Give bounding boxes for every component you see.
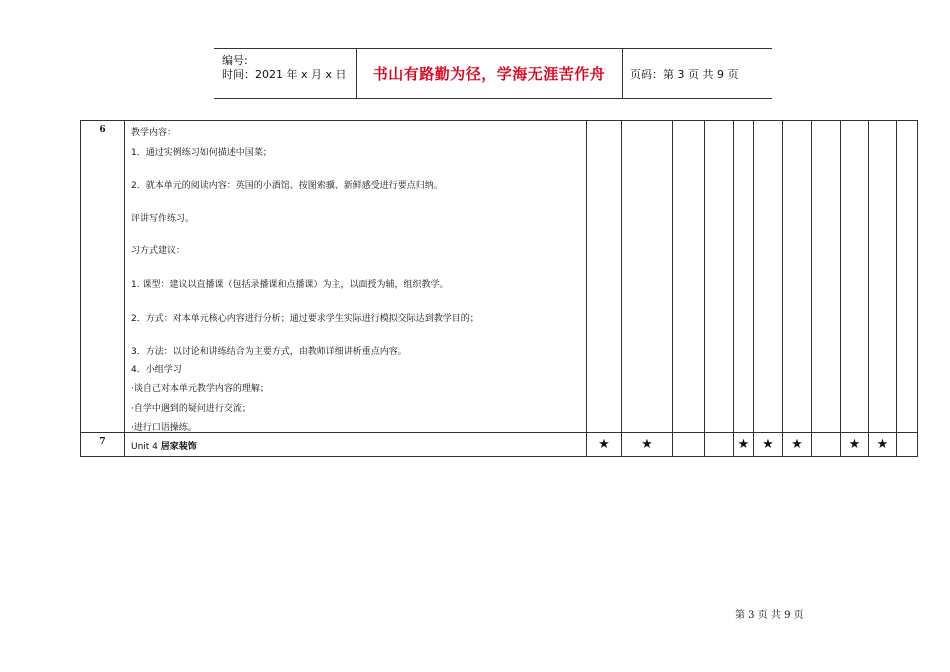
number-label: 编号: — [222, 54, 248, 67]
page-footer: 第 3 页 共 9 页 — [735, 610, 804, 621]
mark-cell — [869, 121, 897, 433]
star-mark: ★ — [754, 433, 783, 457]
table-row — [81, 433, 918, 457]
content-cell — [125, 433, 587, 457]
content-line: ·谈自己对本单元教学内容的理解； — [131, 384, 269, 394]
mark-cell — [897, 121, 918, 433]
mark-cell — [754, 121, 783, 433]
content-line: 2．就本单元的阅读内容：英国的小酒馆、按图索骥、新鲜感受进行要点归纳。 — [131, 181, 443, 191]
header-page-cell — [623, 49, 772, 98]
mark-cell — [587, 121, 622, 433]
header-meta-cell — [214, 49, 357, 98]
row-number: 7 — [81, 433, 125, 457]
content-line: 2．方式：对本单元核心内容进行分析；通过要求学生实际进行模拟交际达到教学目的； — [131, 314, 479, 324]
content-line: 习方式建议： — [131, 246, 186, 256]
time-label: 时间：2021 年 x 月 x 日 — [222, 68, 347, 81]
unit-name: 居家装饰 — [160, 442, 197, 452]
mark-cell — [897, 433, 918, 457]
star-mark: ★ — [622, 433, 673, 457]
page-info: 页码：第 3 页 共 9 页 — [630, 67, 739, 81]
content-line: 4．小组学习 — [131, 365, 182, 375]
content-line: 教学内容： — [131, 128, 177, 138]
row-number: 6 — [81, 121, 125, 433]
unit-prefix: Unit 4 — [131, 442, 158, 452]
star-mark: ★ — [783, 433, 812, 457]
motto-text: 书山有路勤为径，学海无涯苦作舟 — [372, 65, 606, 83]
mark-cell — [734, 121, 754, 433]
mark-cell — [841, 121, 869, 433]
content-cell — [125, 121, 587, 433]
mark-cell — [622, 121, 673, 433]
page-header — [214, 48, 772, 99]
star-mark: ★ — [841, 433, 869, 457]
unit-title — [125, 433, 586, 452]
header-motto-cell — [356, 49, 623, 98]
mark-cell — [705, 121, 734, 433]
star-mark: ★ — [869, 433, 897, 457]
content-line: ·进行口语操练。 — [131, 423, 197, 433]
syllabus-table — [80, 120, 918, 457]
content-line: 评讲写作练习。 — [131, 214, 195, 224]
content-line: 3．方法：以讨论和讲练结合为主要方式，由教师详细讲析重点内容。 — [131, 347, 407, 357]
content-line: 1. 课型：建议以直播课（包括录播课和点播课）为主，以面授为辅，组织教学。 — [131, 280, 449, 290]
content-line: 1．通过实例练习如何描述中国菜； — [131, 148, 272, 158]
mark-cell — [673, 433, 705, 457]
table-row — [81, 121, 918, 433]
star-mark: ★ — [587, 433, 622, 457]
content-line: ·自学中遇到的疑问进行交流； — [131, 404, 251, 414]
mark-cell — [812, 121, 841, 433]
mark-cell — [783, 121, 812, 433]
mark-cell — [673, 121, 705, 433]
mark-cell — [812, 433, 841, 457]
mark-cell — [705, 433, 734, 457]
star-mark: ★ — [734, 433, 754, 457]
